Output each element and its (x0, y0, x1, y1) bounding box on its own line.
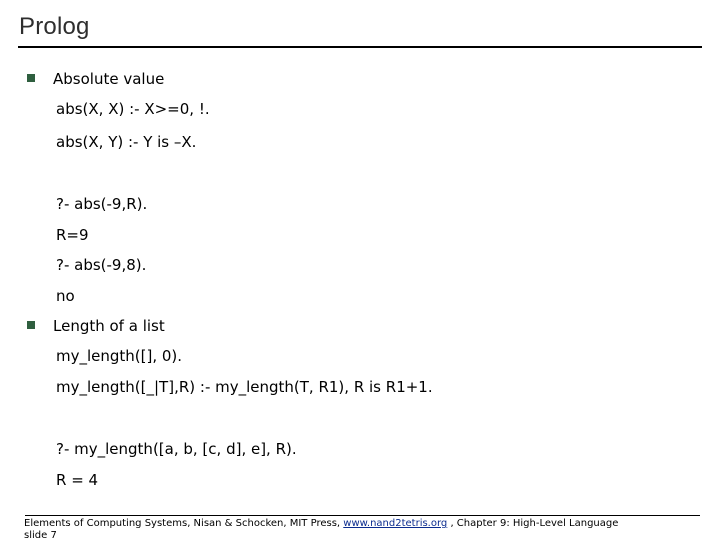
footer-citation (24, 518, 618, 529)
code-line: R = 4 (56, 471, 99, 489)
bullet-heading-absolute-value: Absolute value (53, 70, 165, 88)
footer-link[interactable]: www.nand2tetris.org (343, 518, 448, 529)
slide-title: Prolog (19, 13, 90, 40)
footer-divider (25, 515, 700, 516)
slide-number: slide 7 (24, 530, 57, 541)
code-line: R=9 (56, 226, 89, 244)
code-line: ?- abs(-9,8). (56, 256, 147, 274)
code-line: ?- abs(-9,R). (56, 195, 148, 213)
code-line: ?- my_length([a, b, [c, d], e], R). (56, 440, 297, 458)
code-line: abs(X, X) :- X>=0, !. (56, 100, 210, 118)
bullet-icon (27, 321, 35, 329)
code-line: my_length([], 0). (56, 347, 183, 365)
bullet-heading-length-of-list: Length of a list (53, 317, 165, 335)
footer-text: Elements of Computing Systems, Nisan & Schocken, MIT Press, (24, 518, 344, 529)
code-line: no (56, 287, 75, 305)
bullet-icon (27, 74, 35, 82)
code-line: my_length([_|T],R) :- my_length(T, R1), R is R1+1. (56, 378, 433, 396)
code-line: abs(X, Y) :- Y is –X. (56, 133, 197, 151)
footer-chapter: , Chapter 9: High-Level Language (447, 518, 619, 529)
title-divider (18, 46, 702, 48)
